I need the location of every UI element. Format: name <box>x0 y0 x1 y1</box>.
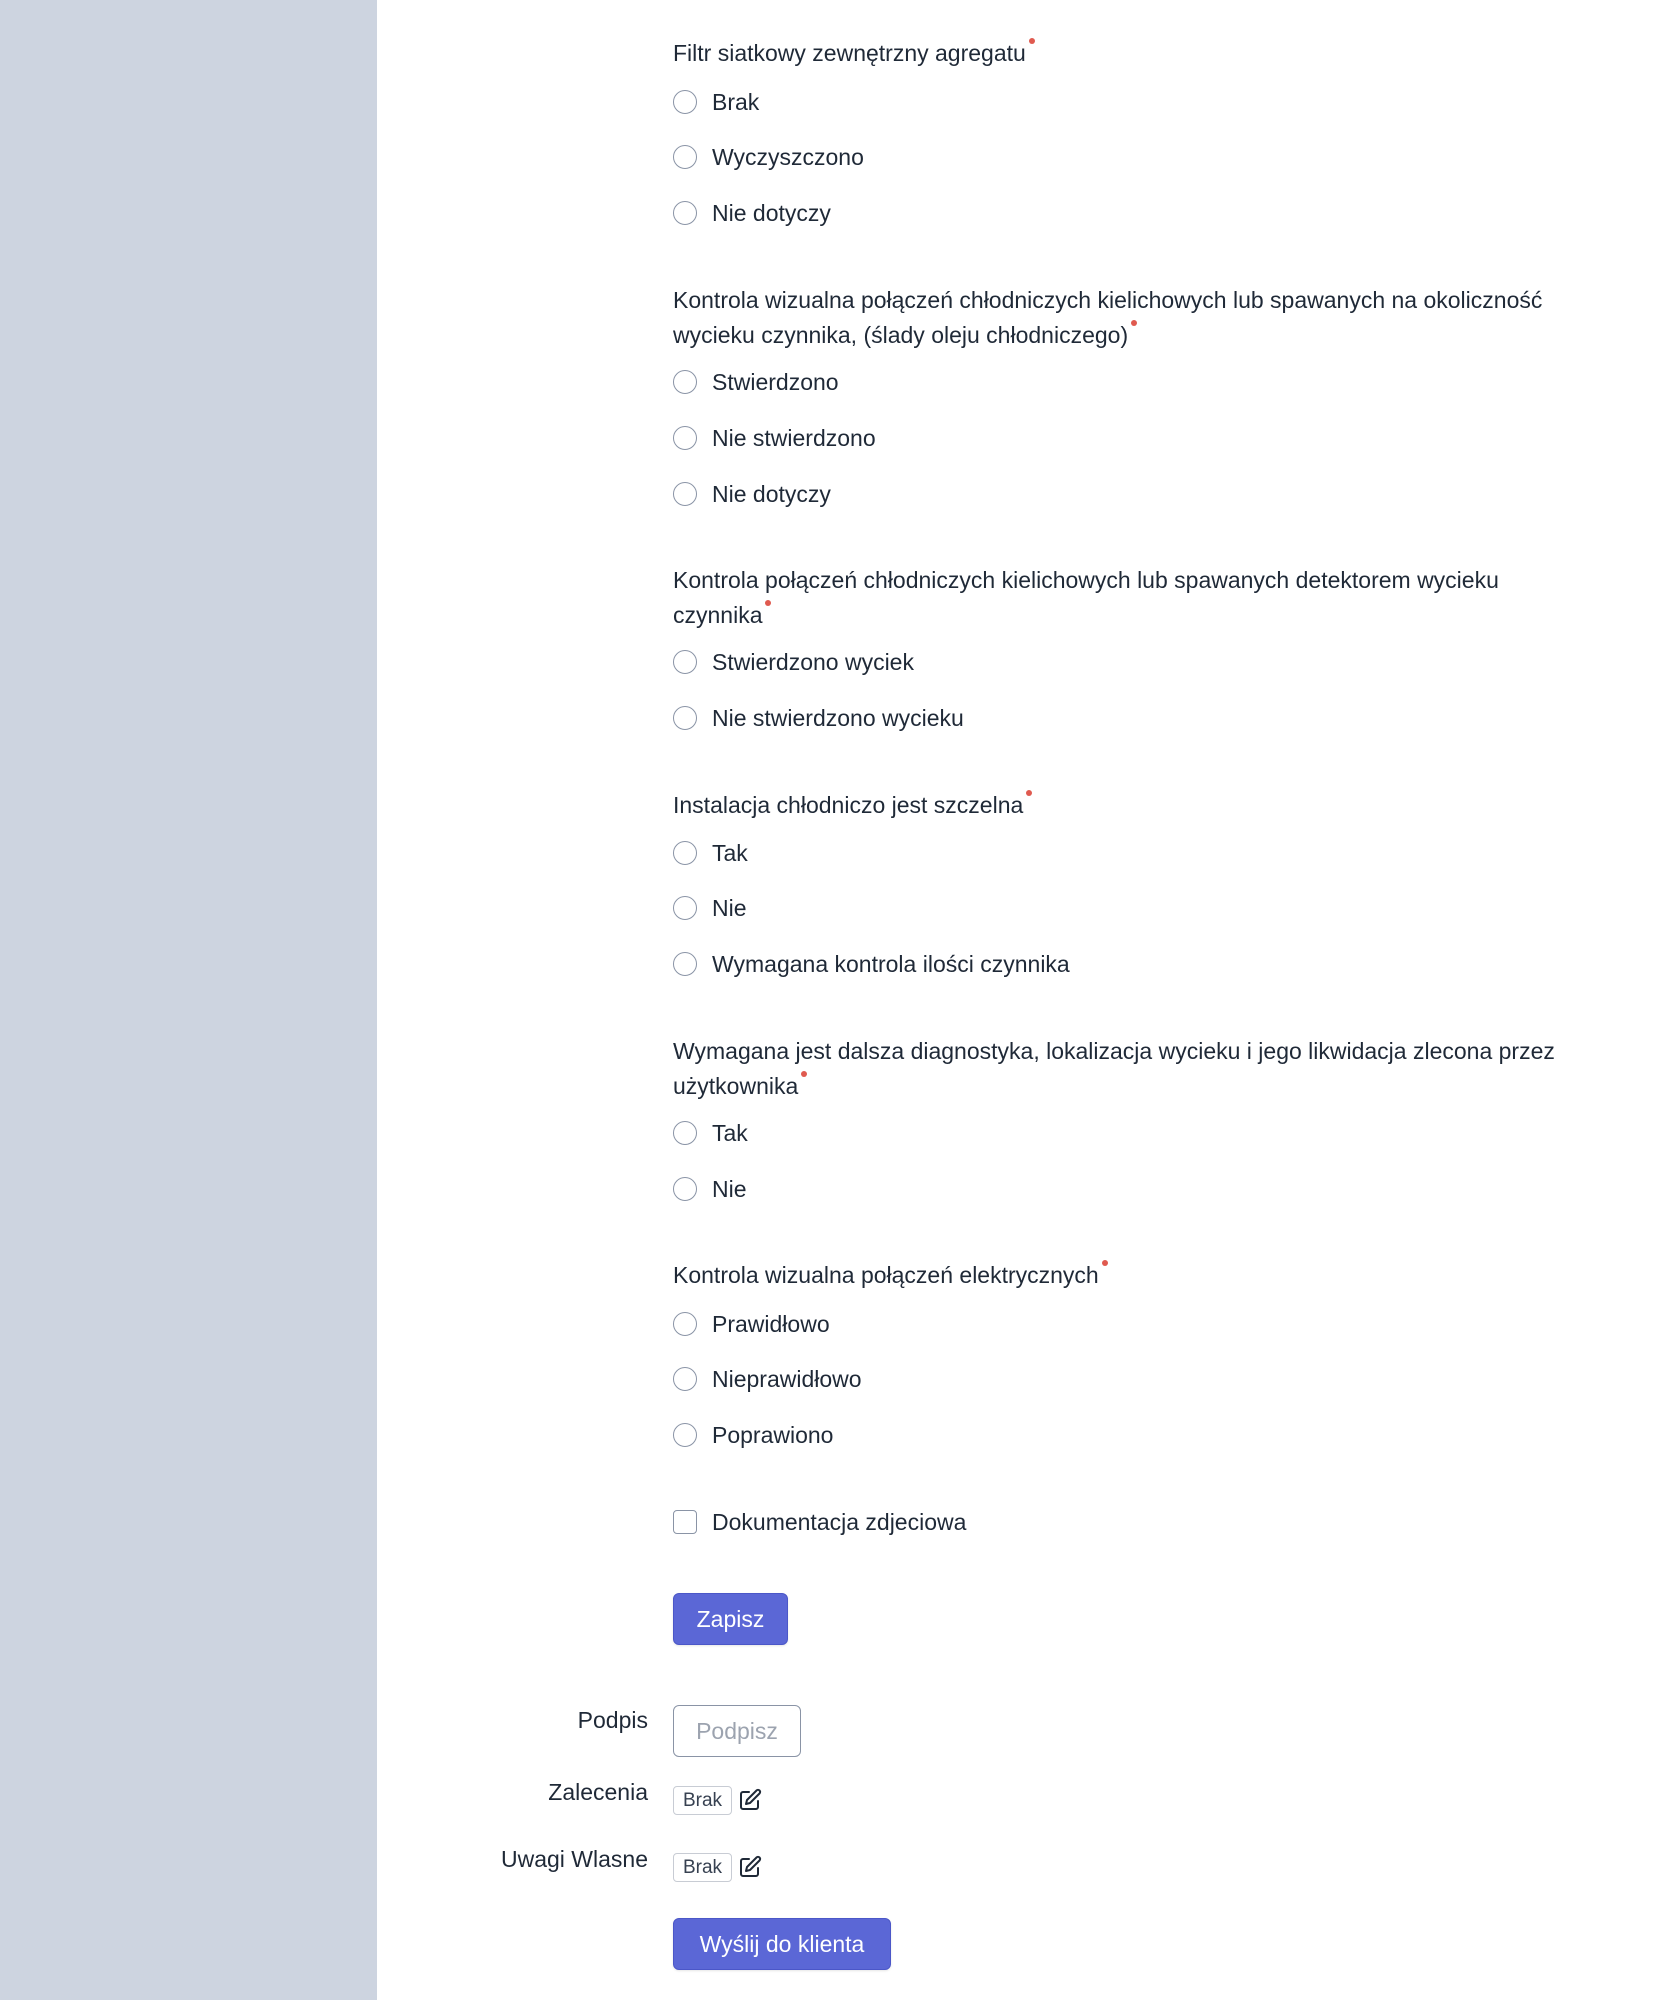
sidebar <box>0 0 377 2000</box>
question-mesh-filter <box>673 36 1633 71</box>
edit-icon[interactable] <box>738 1855 762 1879</box>
radio-button[interactable] <box>673 1312 697 1336</box>
radio-button[interactable] <box>673 1177 697 1201</box>
question-further-diagnostics <box>673 1034 1633 1104</box>
required-indicator <box>1026 790 1032 796</box>
option-stwierdzono-wyciek[interactable] <box>673 645 914 679</box>
option-label: Prawidłowo <box>712 1310 830 1337</box>
option-stwierdzono[interactable] <box>673 365 839 399</box>
checkbox-label: Dokumentacja zdjeciowa <box>712 1508 967 1535</box>
radio-button[interactable] <box>673 896 697 920</box>
option-label: Wymagana kontrola ilości czynnika <box>712 950 1070 977</box>
radio-button[interactable] <box>673 952 697 976</box>
radio-button[interactable] <box>673 1423 697 1447</box>
option-wyczyszczono[interactable] <box>673 140 864 174</box>
option-nie-dotyczy[interactable] <box>673 477 831 511</box>
radio-button[interactable] <box>673 201 697 225</box>
option-label: Nie <box>712 894 747 921</box>
photo-documentation-checkbox-row[interactable] <box>673 1505 966 1539</box>
option-label: Stwierdzono <box>712 368 839 395</box>
option-prawidlowo[interactable] <box>673 1307 830 1341</box>
radio-button[interactable] <box>673 706 697 730</box>
option-label: Poprawiono <box>712 1421 834 1448</box>
required-indicator <box>1029 38 1035 44</box>
radio-button[interactable] <box>673 370 697 394</box>
option-tak[interactable] <box>673 836 748 870</box>
question-detector-leak-check <box>673 563 1633 633</box>
signature-label: Podpis <box>577 1707 648 1733</box>
required-indicator <box>1131 320 1137 326</box>
option-label: Nieprawidłowo <box>712 1365 862 1392</box>
option-poprawiono[interactable] <box>673 1418 833 1452</box>
required-indicator <box>801 1071 807 1077</box>
radio-button[interactable] <box>673 1367 697 1391</box>
question-electrical-check <box>673 1258 1633 1293</box>
option-label: Nie stwierdzono <box>712 424 876 451</box>
required-indicator <box>765 600 771 606</box>
option-label: Wyczyszczono <box>712 143 864 170</box>
option-nieprawidlowo[interactable] <box>673 1362 862 1396</box>
option-brak[interactable] <box>673 85 759 119</box>
option-nie[interactable] <box>673 1172 747 1206</box>
option-tak[interactable] <box>673 1116 748 1150</box>
radio-button[interactable] <box>673 90 697 114</box>
option-label: Nie dotyczy <box>712 480 831 507</box>
radio-button[interactable] <box>673 145 697 169</box>
radio-button[interactable] <box>673 841 697 865</box>
send-to-client-button[interactable]: Wyślij do klienta <box>673 1918 891 1970</box>
own-notes-label: Uwagi Wlasne <box>501 1846 648 1872</box>
radio-button[interactable] <box>673 426 697 450</box>
option-label: Nie dotyczy <box>712 199 831 226</box>
option-label: Nie stwierdzono wycieku <box>712 704 964 731</box>
question-label: Kontrola wizualna połączeń chłodniczych kielichowych lub spawanych na okoliczność wycieku czynnika, (ślady oleju chłodniczego) <box>673 287 1543 348</box>
recommendations-label: Zalecenia <box>548 1779 648 1805</box>
option-nie-stwierdzono-wycieku[interactable] <box>673 701 964 735</box>
option-nie-dotyczy[interactable] <box>673 196 831 230</box>
question-label: Wymagana jest dalsza diagnostyka, lokalizacja wycieku i jego likwidacja zlecona przez użytkownika <box>673 1038 1555 1099</box>
option-nie[interactable] <box>673 891 747 925</box>
sign-button[interactable]: Podpisz <box>673 1705 801 1757</box>
question-label: Instalacja chłodniczo jest szczelna <box>673 788 1633 823</box>
radio-button[interactable] <box>673 1121 697 1145</box>
required-indicator <box>1102 1260 1108 1266</box>
question-visual-leak-check <box>673 283 1633 353</box>
own-notes-value-badge: Brak <box>673 1853 732 1882</box>
save-button[interactable]: Zapisz <box>673 1593 788 1645</box>
option-label: Nie <box>712 1175 747 1202</box>
option-nie-stwierdzono[interactable] <box>673 421 876 455</box>
option-label: Stwierdzono wyciek <box>712 648 914 675</box>
question-label: Kontrola połączeń chłodniczych kielichowych lub spawanych detektorem wycieku czynnika <box>673 567 1499 628</box>
edit-icon[interactable] <box>738 1788 762 1812</box>
photo-documentation-checkbox[interactable] <box>673 1510 697 1534</box>
question-system-tight <box>673 788 1633 823</box>
question-label: Kontrola wizualna połączeń elektrycznych <box>673 1258 1633 1293</box>
recommendations-value-badge: Brak <box>673 1786 732 1815</box>
option-wymagana-kontrola[interactable] <box>673 947 1070 981</box>
option-label: Brak <box>712 88 760 115</box>
option-label: Tak <box>712 1119 748 1146</box>
question-label: Filtr siatkowy zewnętrzny agregatu <box>673 36 1633 71</box>
radio-button[interactable] <box>673 650 697 674</box>
radio-button[interactable] <box>673 482 697 506</box>
option-label: Tak <box>712 839 748 866</box>
